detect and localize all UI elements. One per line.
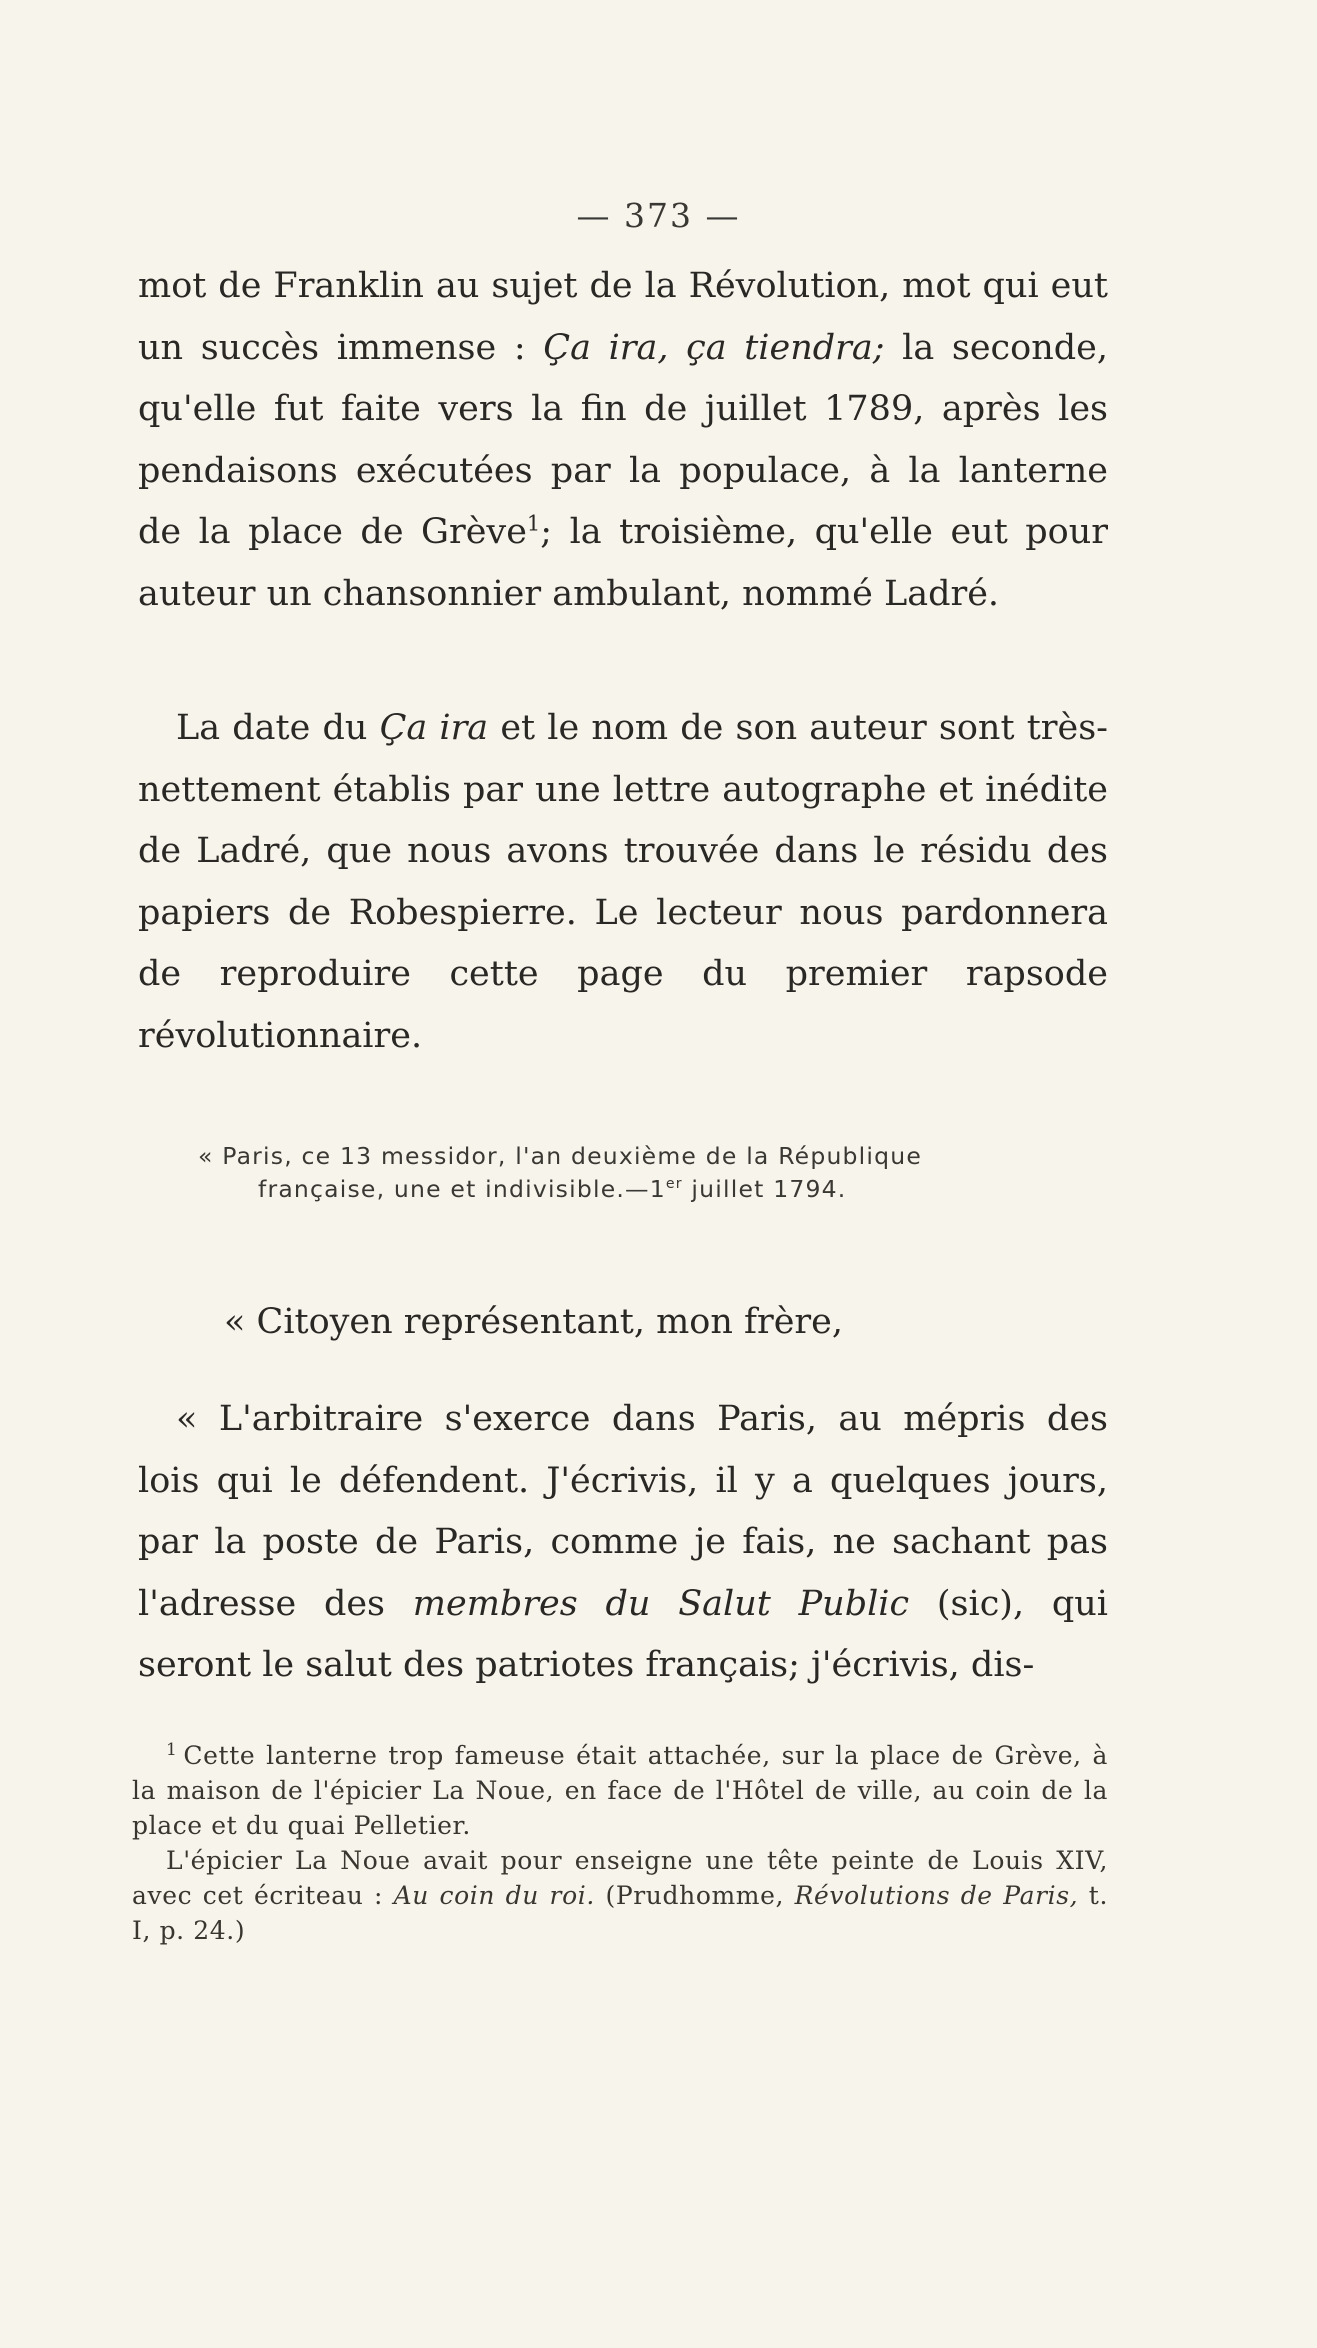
paragraph1-text-c: ; la troisième, qu'elle eut pour auteur un chansonnier ambulant, nommé Ladré. xyxy=(138,512,1108,614)
letter-paragraph xyxy=(138,1389,1108,1697)
page-number: — 373 — xyxy=(576,196,741,235)
dateline-superscript: er xyxy=(665,1176,683,1193)
footnote-text-1: Cette lanterne trop fameuse était attachée, sur la place de Grève, à la maison de l'épicier La Noue, en face de l'Hôtel de ville, au coin de la place et du quai Pelletier. xyxy=(132,1741,1108,1840)
paragraph-continuation xyxy=(138,256,1108,625)
paragraph2-text-b: et le nom de son auteur sont très-nettement établis par une lettre autographe et inédite de Ladré, que nous avons trouvée dans le résidu des papiers de Robespierre. Le lecteur nous pardonnera de reproduire cette page du premier rapsode révolutionnaire. xyxy=(138,708,1108,1056)
paragraph3-text-b: (sic), qui seront le salut des patriotes français; j'écrivis, dis- xyxy=(138,1583,1108,1685)
paragraph3-text-a: « L'arbitraire s'exerce dans Paris, au mépris des lois qui le défendent. J'écrivis, il y a quelques jours, par la poste de Paris, comme je fais, ne sachant pas l'adresse des xyxy=(138,1399,1108,1624)
dateline-line2 xyxy=(198,1173,1098,1206)
footnote-reference: 1 xyxy=(526,511,541,536)
footnote-marker: 1 xyxy=(166,1739,178,1760)
letter-salutation: « Citoyen représentant, mon frère, xyxy=(224,1302,843,1342)
dateline-line1: « Paris, ce 13 messidor, l'an deuxième de la République xyxy=(198,1142,922,1170)
paragraph1-italic: Ça ira, ça tiendra; xyxy=(543,327,885,368)
footnote-text-2c: t. I, p. 24.) xyxy=(132,1881,1108,1945)
footnote-text-2b: (Prudhomme, xyxy=(594,1881,795,1910)
footnotes xyxy=(132,1738,1108,1948)
paragraph-ca-ira-date xyxy=(138,698,1108,1067)
footnote-italic-1: Au coin du roi. xyxy=(393,1881,595,1910)
paragraph2-text-a: La date du xyxy=(176,708,380,748)
footnote-1-continuation xyxy=(132,1843,1108,1948)
dateline-text-b: juillet 1794. xyxy=(682,1175,847,1203)
paragraph3-italic: membres du Salut Public xyxy=(412,1583,910,1624)
paragraph2-italic: Ça ira xyxy=(379,708,489,748)
paragraph1-text-a: mot de Franklin au sujet de la Révolution, mot qui eut un succès immense : xyxy=(138,266,1108,368)
letter-dateline xyxy=(198,1140,1098,1206)
dateline-text-a: française, une et indivisible.—1 xyxy=(258,1175,666,1203)
footnote-text-2a: L'épicier La Noue avait pour enseigne une tête peinte de Louis XIV, avec cet écriteau : xyxy=(132,1846,1108,1910)
footnote-1 xyxy=(132,1738,1108,1843)
footnote-italic-2: Révolutions de Paris, xyxy=(794,1881,1079,1910)
paragraph1-text-b: la seconde, qu'elle fut faite vers la fin de juillet 1789, après les pendaisons exécutées par la populace, à la lanterne de la place de Grève xyxy=(138,327,1109,552)
